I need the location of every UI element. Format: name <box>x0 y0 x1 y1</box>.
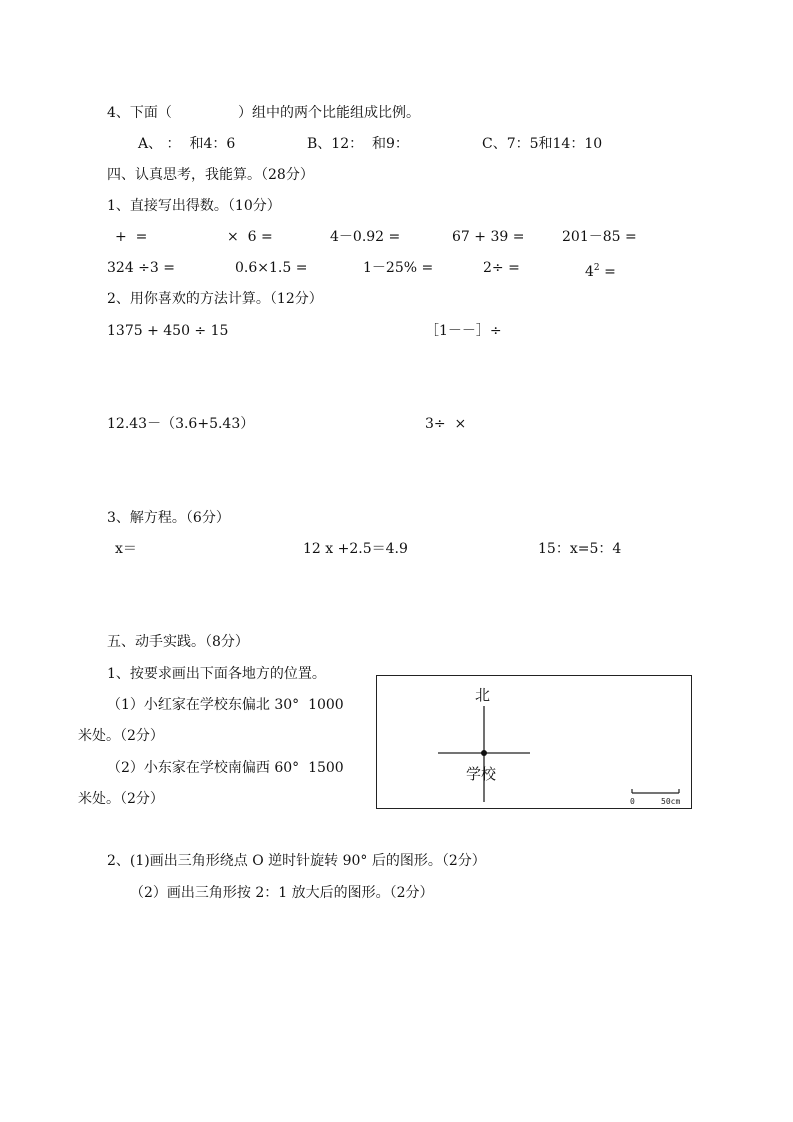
oral-calc-5: 201－85 = <box>562 229 637 245</box>
q1-a-line2: 米处。（2分） <box>78 728 164 744</box>
q1-title: 1、按要求画出下面各地方的位置。 <box>107 666 326 682</box>
equation-3: 15：x=5：4 <box>538 541 622 557</box>
calc-1: 1375 + 450 ÷ 15 <box>107 323 229 339</box>
oral-calc-4: 67 + 39 = <box>452 229 525 245</box>
q1-a-line1: （1）小红家在学校东偏北 30° 1000 <box>107 697 344 713</box>
q4-option-b: B、12： 和9： <box>307 136 409 152</box>
oral-calc-8: 1－25% = <box>363 260 434 276</box>
q1-b-line1: （2）小东家在学校南偏西 60° 1500 <box>107 760 344 776</box>
q1-b-line2: 米处。（2分） <box>78 791 164 807</box>
equation-1: x＝ <box>115 541 137 557</box>
north-label: 北 <box>475 686 491 704</box>
oral-calc-7: 0.6×1.5 = <box>235 260 308 276</box>
q4-option-c: C、7：5和14：10 <box>482 136 603 152</box>
section5-title: 五、动手实践。（8分） <box>107 634 249 650</box>
oral-calc-1: + = <box>115 229 148 245</box>
map-axes <box>377 676 693 810</box>
oral-calc-3: 4－0.92 = <box>330 229 401 245</box>
power-base: 4 <box>585 264 594 280</box>
school-label: 学校 <box>466 765 497 783</box>
oral-calc-2: × 6 = <box>227 229 273 245</box>
calc-2: ［1－－］÷ <box>425 323 502 339</box>
q2-part2: （2）画出三角形按 2：1 放大后的图形。（2分） <box>130 885 434 901</box>
sub3-title: 3、解方程。（6分） <box>107 510 230 526</box>
q4-stem-start: 4、下面（ <box>107 105 172 121</box>
oral-calc-6: 324 ÷3 = <box>107 260 175 276</box>
scale-zero-label: 0 <box>630 797 635 806</box>
school-point <box>481 750 487 756</box>
equation-2: 12 x +2.5＝4.9 <box>303 541 408 557</box>
power-equals: = <box>599 264 616 280</box>
q2-part1: 2、(1)画出三角形绕点 O 逆时针旋转 90° 后的图形。（2分） <box>107 853 486 869</box>
scale-length-label: 50cm <box>661 797 681 806</box>
oral-calc-10 <box>585 259 616 281</box>
q4-stem-end: ）组中的两个比能组成比例。 <box>238 105 420 121</box>
direction-map <box>376 675 692 809</box>
sub1-title: 1、直接写出得数。（10分） <box>107 198 281 214</box>
section4-title: 四、认真思考，我能算。（28分） <box>107 167 314 183</box>
calc-4: 3÷ × <box>425 416 467 432</box>
oral-calc-9: 2÷ = <box>483 260 520 276</box>
sub2-title: 2、用你喜欢的方法计算。（12分） <box>107 291 323 307</box>
calc-3: 12.43－（3.6+5.43） <box>107 416 255 432</box>
power-exponent: 2 <box>593 263 600 273</box>
q4-option-a: A、 ： 和4：6 <box>138 136 236 152</box>
